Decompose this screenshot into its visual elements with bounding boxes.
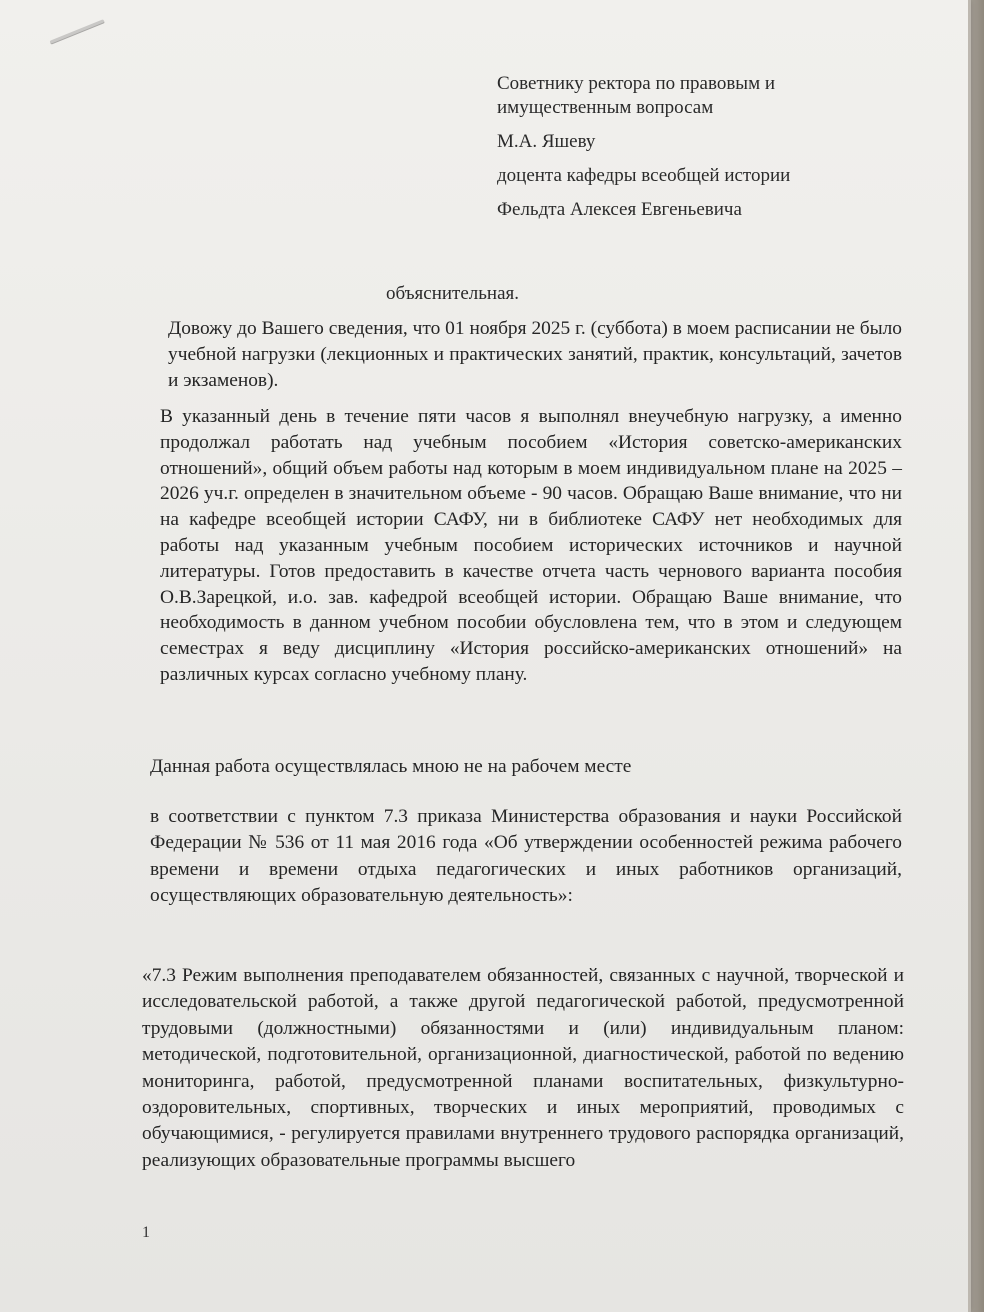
addressee-block <box>497 72 857 232</box>
addressee-line-1: Советнику ректора по правовым и <box>497 73 776 94</box>
addressee-line-2: имущественным вопросам <box>497 97 714 118</box>
pen-mark <box>50 19 105 44</box>
paragraph-4: в соответствии с пунктом 7.3 приказа Министерства образования и науки Российской Федерации № 536 от 11 мая 2016 года «Об утверждении особенностей режима рабочего времени и времени отдыха педагогических и иных работников организаций, осуществляющих образовательную деятельность»: <box>150 806 902 907</box>
document-title: объяснительная. <box>386 283 519 304</box>
paragraph-3: Данная работа осуществлялась мною не на рабочем месте <box>150 756 632 777</box>
author-name: Фельдта Алексея Евгеньевича <box>497 199 742 220</box>
sheet-edge <box>968 0 971 1312</box>
paragraph-2: В указанный день в течение пяти часов я выполнял внеучебную нагрузку, а именно продолжал работать над учебным пособием «История советско-американских отношений», общий объем работы над которым в моем индивидуальном плане на 2025 – 2026 уч.г. определен в значительном объеме - 90 часов. Обращаю Ваше внимание, что ни на кафедре всеобщей истории САФУ, ни в библиотеке САФУ нет необходимых для работы над указанным учебным пособием исторических источников и научной литературы. Готов предоставить в качестве отчета часть чернового варианта пособия О.В.Зарецкой, и.о. зав. кафедрой всеобщей истории. Обращаю Ваше внимание, что необходимость в данном учебном пособии обусловлена тем, что в этом и следующем семестрах я веду дисциплину «История российско-американских отношений» на различных курсах согласно учебному плану. <box>160 406 902 685</box>
paragraph-1: Довожу до Вашего сведения, что 01 ноября 2025 г. (суббота) в моем расписании не было учебной нагрузки (лекционных и практических занятий, практик, консультаций, зачетов и экзаменов). <box>168 318 902 391</box>
paragraph-5: «7.3 Режим выполнения преподавателем обязанностей, связанных с научной, творческой и исследовательской работой, а также другой педагогической работой, предусмотренной трудовыми (должностными) обязанностями и (или) индивидуальным планом: методической, подготовительной, организационной, диагностической, работой по ведению мониторинга, работой, предусмотренной планами воспитательных, физкультурно-оздоровительных, спортивных, творческих и иных мероприятий, проводимых с обучающимися, - регулируется правилами внутреннего трудового распорядка организаций, реализующих образовательные программы высшего <box>142 965 904 1171</box>
page-number: 1 <box>142 1224 150 1241</box>
author-position: доцента кафедры всеобщей истории <box>497 165 791 186</box>
addressee-name: М.А. Яшеву <box>497 131 596 152</box>
